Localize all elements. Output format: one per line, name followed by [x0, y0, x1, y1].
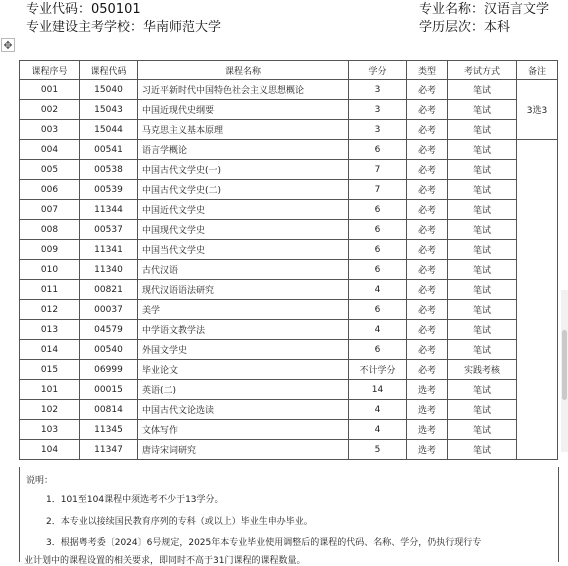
exam-method: 笔试: [448, 120, 517, 140]
course-seq: 102: [20, 400, 80, 420]
course-seq: 101: [20, 380, 80, 400]
column-header: 课程序号: [20, 61, 80, 80]
course-type: 必考: [407, 320, 448, 340]
exam-method: 笔试: [448, 100, 517, 120]
exam-method: 笔试: [448, 180, 517, 200]
table-row: [20, 260, 558, 280]
course-type: 选考: [407, 380, 448, 400]
course-seq: 010: [20, 260, 80, 280]
course-seq: 004: [20, 140, 80, 160]
course-code: 06999: [80, 360, 138, 380]
table-row: [20, 280, 558, 300]
course-code: 11341: [80, 240, 138, 260]
table-row: [20, 380, 558, 400]
course-credit: 4: [349, 400, 407, 420]
course-seq: 001: [20, 80, 80, 100]
exam-method: 笔试: [448, 160, 517, 180]
course-code: 11345: [80, 420, 138, 440]
course-code: 00541: [80, 140, 138, 160]
course-name: 古代汉语: [138, 260, 349, 280]
course-seq: 015: [20, 360, 80, 380]
course-name: 唐诗宋词研究: [138, 440, 349, 460]
course-type: 必考: [407, 80, 448, 100]
note-continuation: 业计划中的课程设置的相关要求，即同时不高于31门课程的课程数量。: [24, 556, 306, 566]
course-credit: 3: [349, 120, 407, 140]
exam-method: 笔试: [448, 340, 517, 360]
course-type: 必考: [407, 300, 448, 320]
course-type: 必考: [407, 200, 448, 220]
note-item: 2．本专业以接续国民教育序列的专科（或以上）毕业生申办毕业。: [46, 517, 313, 527]
course-name: 美学: [138, 300, 349, 320]
course-name: 中国现代文学史: [138, 220, 349, 240]
course-credit: 4: [349, 280, 407, 300]
remark-cell: 3选3: [517, 80, 558, 140]
remark-cell-empty: [517, 140, 558, 460]
course-code: 00037: [80, 300, 138, 320]
course-type: 必考: [407, 240, 448, 260]
course-name: 中国近现代史纲要: [138, 100, 349, 120]
course-credit: 6: [349, 240, 407, 260]
exam-method: 笔试: [448, 400, 517, 420]
course-code: 15043: [80, 100, 138, 120]
table-row: [20, 340, 558, 360]
course-name: 语言学概论: [138, 140, 349, 160]
table-row: [20, 420, 558, 440]
course-type: 选考: [407, 420, 448, 440]
exam-method: 笔试: [448, 300, 517, 320]
course-name: 毕业论文: [138, 360, 349, 380]
exam-method: 笔试: [448, 200, 517, 220]
course-seq: 008: [20, 220, 80, 240]
course-seq: 103: [20, 420, 80, 440]
exam-method: 笔试: [448, 140, 517, 160]
course-name: 现代汉语语法研究: [138, 280, 349, 300]
course-credit: 14: [349, 380, 407, 400]
course-name: 中国古代文学史(一): [138, 160, 349, 180]
major-name: 专业名称：汉语言文学: [419, 2, 550, 17]
table-header-row: [20, 61, 558, 80]
course-credit: 5: [349, 440, 407, 460]
course-credit: 6: [349, 140, 407, 160]
exam-method: 笔试: [448, 420, 517, 440]
course-type: 选考: [407, 400, 448, 420]
table-row: [20, 400, 558, 420]
column-header: 课程代码: [80, 61, 138, 80]
table-row: [20, 360, 558, 380]
course-name: 中国近代文学史: [138, 200, 349, 220]
course-code: 15044: [80, 120, 138, 140]
course-seq: 006: [20, 180, 80, 200]
course-credit: 3: [349, 100, 407, 120]
major-code: 专业代码：050101: [26, 2, 141, 17]
course-seq: 012: [20, 300, 80, 320]
course-type: 必考: [407, 140, 448, 160]
course-code: 11344: [80, 200, 138, 220]
course-seq: 104: [20, 440, 80, 460]
education-level: 学历层次：本科: [419, 20, 511, 35]
course-credit: 7: [349, 160, 407, 180]
course-type: 必考: [407, 360, 448, 380]
note-item: 3．根据粤考委〔2024〕6号规定，2025年本专业毕业使用调整后的课程的代码、名称、学分，仍执行现行专: [46, 538, 482, 548]
vertical-scrollbar[interactable]: [561, 290, 568, 452]
table-row: [20, 320, 558, 340]
notes-title: 说明：: [26, 476, 54, 486]
table-row: [20, 300, 558, 320]
note-item: 1．101至104课程中须选考不少于13学分。: [46, 495, 224, 505]
course-type: 必考: [407, 180, 448, 200]
table-row: [20, 160, 558, 180]
course-type: 必考: [407, 280, 448, 300]
course-name: 文体写作: [138, 420, 349, 440]
course-name: 英语(二): [138, 380, 349, 400]
course-seq: 011: [20, 280, 80, 300]
column-header: 学分: [349, 61, 407, 80]
table-row: [20, 200, 558, 220]
exam-method: 笔试: [448, 280, 517, 300]
course-credit: 6: [349, 300, 407, 320]
course-seq: 013: [20, 320, 80, 340]
notes-section: [19, 467, 559, 566]
course-seq: 014: [20, 340, 80, 360]
course-type: 必考: [407, 340, 448, 360]
course-name: 中国古代文论选读: [138, 400, 349, 420]
school-name: 专业建设主考学校：华南师范大学: [26, 20, 222, 35]
course-credit: 4: [349, 420, 407, 440]
course-code: 04579: [80, 320, 138, 340]
course-type: 必考: [407, 100, 448, 120]
course-code: 11340: [80, 260, 138, 280]
table-row: [20, 120, 558, 140]
course-table: [19, 60, 558, 460]
course-code: 00540: [80, 340, 138, 360]
course-code: 15040: [80, 80, 138, 100]
table-row: [20, 180, 558, 200]
exam-method: 笔试: [448, 320, 517, 340]
course-name: 习近平新时代中国特色社会主义思想概论: [138, 80, 349, 100]
column-header: 课程名称: [138, 61, 349, 80]
course-seq: 002: [20, 100, 80, 120]
column-header: 备注: [517, 61, 558, 80]
course-type: 必考: [407, 220, 448, 240]
course-seq: 003: [20, 120, 80, 140]
course-code: 00814: [80, 400, 138, 420]
exam-method: 笔试: [448, 240, 517, 260]
course-credit: 6: [349, 260, 407, 280]
exam-method: 笔试: [448, 380, 517, 400]
course-credit: 6: [349, 200, 407, 220]
course-type: 必考: [407, 120, 448, 140]
course-code: 00537: [80, 220, 138, 240]
table-row: [20, 100, 558, 120]
course-seq: 009: [20, 240, 80, 260]
table-move-handle-icon[interactable]: ✥: [1, 38, 15, 52]
course-credit: 4: [349, 320, 407, 340]
exam-method: 笔试: [448, 440, 517, 460]
exam-method: 实践考核: [448, 360, 517, 380]
column-header: 考试方式: [448, 61, 517, 80]
column-header: 类型: [407, 61, 448, 80]
course-seq: 005: [20, 160, 80, 180]
course-type: 必考: [407, 260, 448, 280]
course-credit: 6: [349, 340, 407, 360]
course-code: 00015: [80, 380, 138, 400]
course-code: 00538: [80, 160, 138, 180]
table-row: [20, 80, 558, 100]
course-code: 00539: [80, 180, 138, 200]
course-type: 选考: [407, 440, 448, 460]
course-name: 外国文学史: [138, 340, 349, 360]
course-name: 中国古代文学史(二): [138, 180, 349, 200]
course-name: 中学语文教学法: [138, 320, 349, 340]
course-credit: 7: [349, 180, 407, 200]
course-credit: 3: [349, 80, 407, 100]
course-code: 11347: [80, 440, 138, 460]
table-row: [20, 440, 558, 460]
exam-method: 笔试: [448, 220, 517, 240]
course-type: 必考: [407, 160, 448, 180]
table-row: [20, 220, 558, 240]
course-seq: 007: [20, 200, 80, 220]
course-credit: 不计学分: [349, 360, 407, 380]
table-row: [20, 240, 558, 260]
course-name: 马克思主义基本原理: [138, 120, 349, 140]
exam-method: 笔试: [448, 260, 517, 280]
exam-method: 笔试: [448, 80, 517, 100]
table-row: [20, 140, 558, 160]
course-code: 00821: [80, 280, 138, 300]
course-name: 中国当代文学史: [138, 240, 349, 260]
course-credit: 6: [349, 220, 407, 240]
scrollbar-thumb[interactable]: [562, 330, 567, 400]
